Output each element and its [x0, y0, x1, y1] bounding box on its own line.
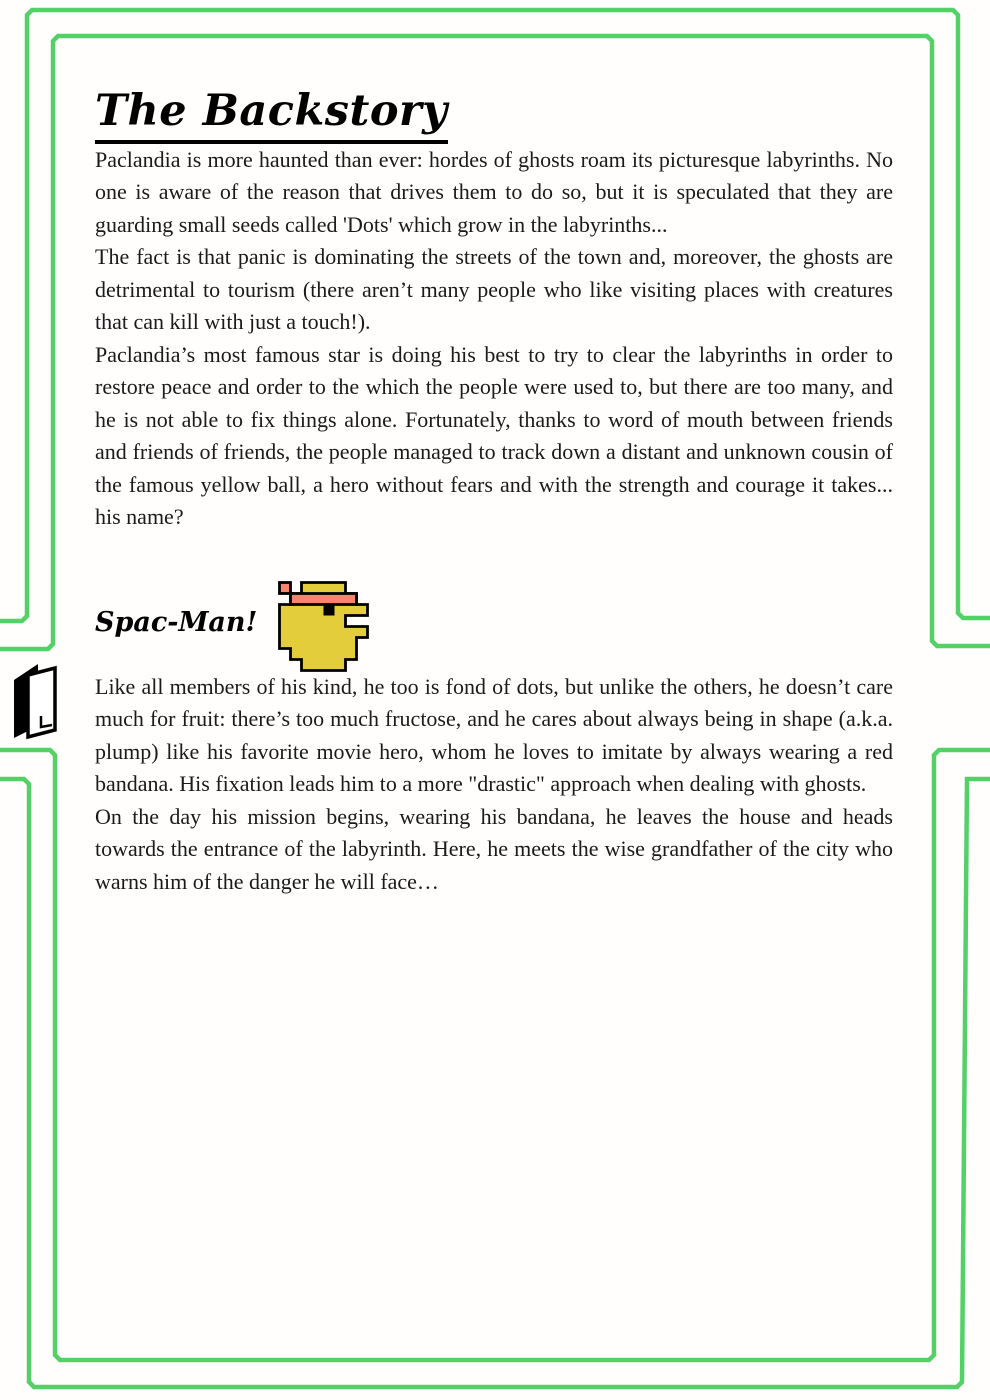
- outro-paragraph-1: Like all members of his kind, he too is fond of dots, but unlike the others, he doesn’t care much for fruit: there’s too much fructose, and he cares about always being in shape (a.k.a. plump) like his favorite movie hero, whom he loves to imitate by always wearing a red bandana. His fixation leads him to a more "drastic" approach when dealing with ghosts.: [95, 673, 893, 797]
- page-title: [95, 86, 893, 144]
- intro-paragraph-2: The fact is that panic is dominating the streets of the town and, moreover, the ghosts are detrimental to tourism (there aren’t many people who like visiting places with creatures that can kill with just a touch!).: [95, 244, 893, 335]
- character-intro-row: [95, 577, 893, 671]
- document-content: [95, 0, 893, 898]
- spac-man-sprite: [277, 580, 370, 673]
- page-turn-icon[interactable]: [8, 660, 60, 740]
- intro-paragraph-3: Paclandia’s most famous star is doing his best to try to clear the labyrinths in order to restore peace and order to the which the people were used to, but there are too many, and he is not able to fix things alone. Fortunately, thanks to word of mouth between friends and friends of friends, the people managed to track down a distant and unknown cousin of the famous yellow ball, a hero without fears and with the strength and courage it takes... his name?: [95, 341, 893, 530]
- sprite-bandana-band: [291, 593, 357, 604]
- outro-paragraph-2: On the day his mission begins, wearing his bandana, he leaves the house and heads towards the entrance of the labyrinth. Here, he meets the wise grandfather of the city who warns him of the danger he will face…: [95, 803, 893, 894]
- intro-paragraph-1: Paclandia is more haunted than ever: hordes of ghosts roam its picturesque labyrinths. No one is aware of the reason that drives them to do so, but it is speculated that they are guarding small seeds called 'Dots' which grow in the labyrinths...: [95, 146, 893, 237]
- sprite-eye: [324, 604, 335, 615]
- character-name-label: Spac-Man!: [95, 606, 258, 638]
- page-title-text: The Backstory: [95, 86, 448, 144]
- sprite-bandana-knot: [280, 582, 291, 593]
